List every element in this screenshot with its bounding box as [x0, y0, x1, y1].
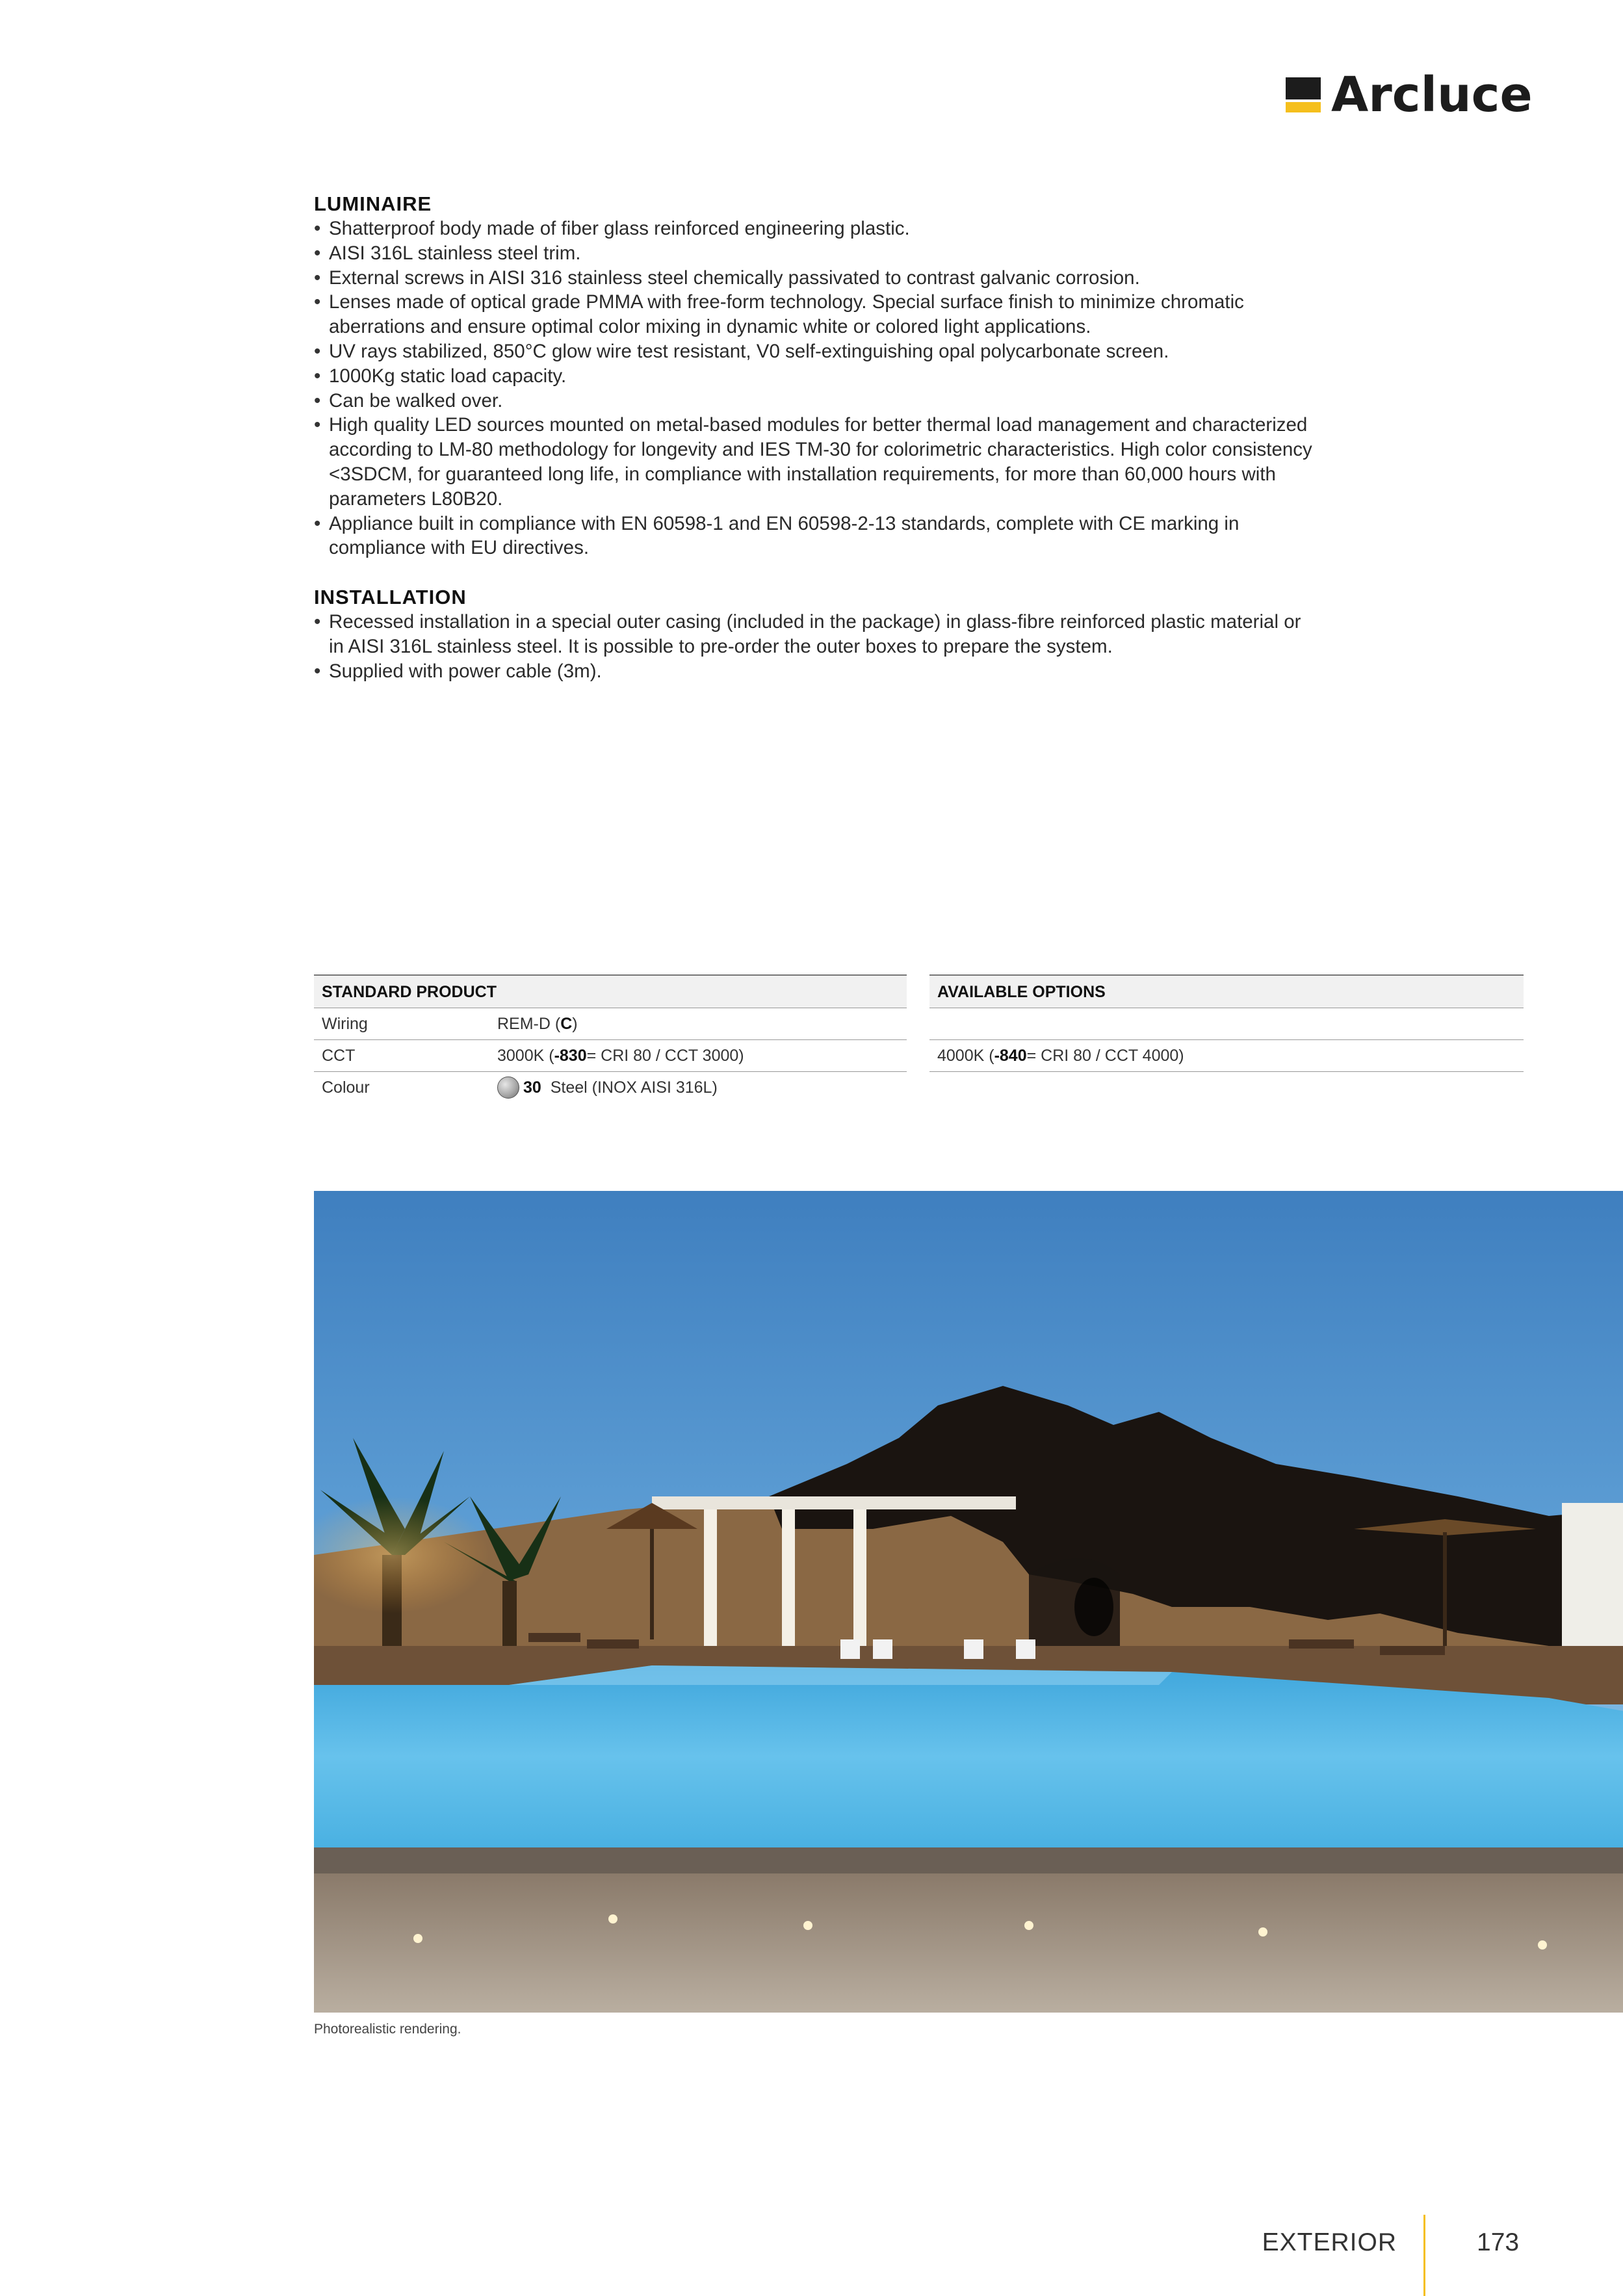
row-value: 30 Steel (INOX AISI 316L) — [497, 1072, 907, 1103]
list-item: • UV rays stabilized, 850°C glow wire test resistant, V0 self-extinguishing opal polycarbonate screen. — [314, 339, 1315, 364]
brand-logo — [1286, 67, 1533, 123]
list-item: • Supplied with power cable (3m). — [314, 659, 1315, 684]
table-row-cct — [929, 1040, 1524, 1072]
steel-swatch-icon — [497, 1076, 519, 1099]
installation-list — [314, 610, 1315, 683]
list-item: • 1000Kg static load capacity. — [314, 364, 1315, 389]
row-value: REM-D ( C ) — [497, 1015, 578, 1033]
row-label: Wiring — [322, 1015, 368, 1033]
logo-mark-icon — [1286, 77, 1321, 112]
logo-text: Arcluce — [1331, 67, 1533, 123]
list-item: • Appliance built in compliance with EN 60598-1 and EN 60598-2-13 standards, complete with CE marking in compliance with EU directives. — [314, 512, 1315, 561]
footer-section-label: EXTERIOR — [1262, 2228, 1397, 2256]
luminaire-section — [314, 192, 1315, 560]
table-header: STANDARD PRODUCT — [314, 974, 907, 1008]
luminaire-list — [314, 216, 1315, 560]
page-number: 173 — [1477, 2228, 1520, 2256]
photo-caption: Photorealistic rendering. — [314, 2022, 461, 2037]
list-item: • AISI 316L stainless steel trim. — [314, 241, 1315, 266]
list-item: • High quality LED sources mounted on metal-based modules for better thermal load management and characterized according to LM-80 methodology for longevity and IES TM-30 for colorimetric characteristics. High color consistency <3SDCM, for guaranteed long life, in compliance with installation requirements, for more than 60,000 hours with parameters L80B20. — [314, 413, 1315, 511]
row-value: 4000K ( -840 = CRI 80 / CCT 4000) — [937, 1047, 1184, 1065]
list-item: • External screws in AISI 316 stainless steel chemically passivated to contrast galvanic corrosion. — [314, 266, 1315, 291]
row-label: CCT — [322, 1047, 356, 1065]
luminaire-title: LUMINAIRE — [314, 192, 432, 215]
available-options-table — [929, 974, 1524, 1072]
list-item: • Can be walked over. — [314, 389, 1315, 413]
list-item: • Recessed installation in a special outer casing (included in the package) in glass-fibre reinforced plastic material or in AISI 316L stainless steel. It is possible to pre-order the outer boxes to prepare the system. — [314, 610, 1315, 659]
installation-title: INSTALLATION — [314, 586, 467, 608]
row-label: Colour — [322, 1078, 370, 1097]
footer-divider — [1423, 2215, 1425, 2296]
list-item: • Lenses made of optical grade PMMA with free-form technology. Special surface finish to minimize chromatic aberrations and ensure optimal color mixing in dynamic white or colored light applications. — [314, 290, 1315, 339]
installation-section — [314, 585, 1315, 683]
table-header: AVAILABLE OPTIONS — [929, 974, 1524, 1008]
standard-product-table — [314, 974, 907, 1103]
row-value: 3000K ( -830 = CRI 80 / CCT 3000) — [497, 1047, 744, 1065]
table-row-colour — [314, 1072, 907, 1103]
pool-photo — [314, 1191, 1623, 2013]
table-row-empty — [929, 1008, 1524, 1040]
table-row-cct — [314, 1040, 907, 1072]
table-row-wiring — [314, 1008, 907, 1040]
list-item: • Shatterproof body made of fiber glass reinforced engineering plastic. — [314, 216, 1315, 241]
